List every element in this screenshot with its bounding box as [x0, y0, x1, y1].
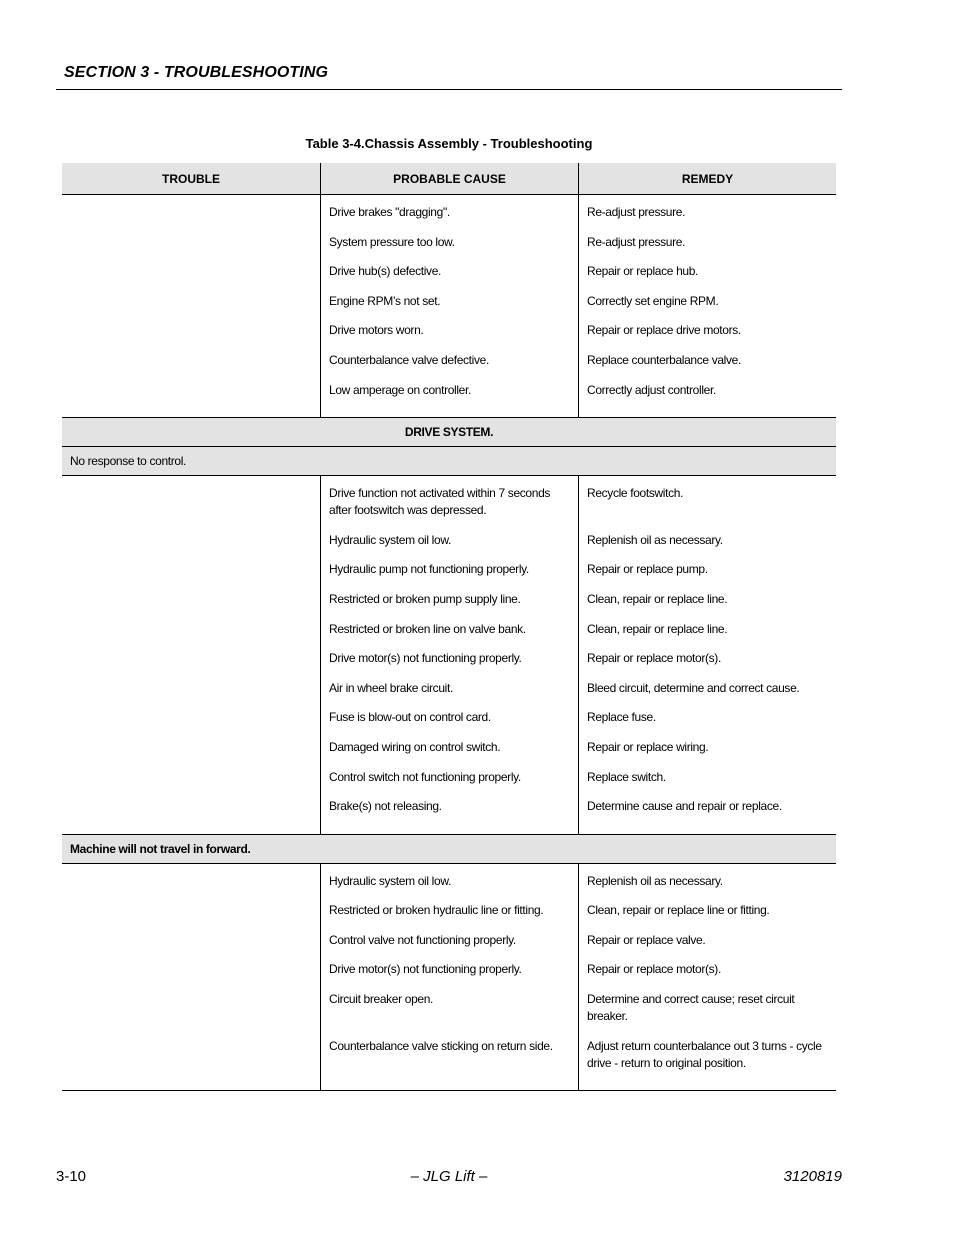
remedy-cell: Replenish oil as necessary. — [587, 873, 723, 888]
cause-cell: Circuit breaker open. — [329, 992, 434, 1007]
remedy-cell: Repair or replace valve. — [587, 932, 706, 947]
remedy-cell: Re-adjust pressure. — [587, 234, 686, 249]
remedy-cell: Recycle footswitch. — [587, 486, 684, 501]
document-number: 3120819 — [783, 1168, 842, 1185]
remedy-cell: Correctly adjust controller. — [587, 382, 716, 397]
column-header-remedy: REMEDY — [578, 163, 836, 194]
cause-cell: Low amperage on controller. — [329, 382, 471, 397]
remedy-cell: Replace switch. — [587, 769, 666, 784]
trouble-cell — [62, 476, 320, 834]
trouble-band-no-forward-travel: Machine will not travel in forward. — [62, 835, 836, 864]
cause-cell: Restricted or broken pump supply line. — [329, 591, 521, 606]
cause-cell: Hydraulic pump not functioning properly. — [329, 562, 529, 577]
remedy-cell: Determine and correct cause; reset circuit breaker. — [587, 992, 795, 1024]
remedy-cell: Replenish oil as necessary. — [587, 532, 723, 547]
cause-column — [320, 195, 578, 417]
remedy-cell: Clean, repair or replace line. — [587, 591, 728, 606]
remedy-cell: Re-adjust pressure. — [587, 205, 686, 219]
cause-cell: Hydraulic system oil low. — [329, 873, 451, 888]
column-header-probable-cause: PROBABLE CAUSE — [320, 163, 578, 194]
page-number: 3-10 — [56, 1168, 87, 1185]
cause-column — [320, 864, 578, 1091]
remedy-cell: Replace counterbalance valve. — [587, 352, 741, 367]
remedy-cell: Repair or replace wiring. — [587, 739, 709, 754]
cause-cell: Control valve not functioning properly. — [329, 932, 516, 947]
cause-cell: Counterbalance valve defective. — [329, 352, 489, 367]
cause-column — [320, 476, 578, 834]
section-band-drive-system: DRIVE SYSTEM. — [62, 418, 836, 447]
remedy-cell: Clean, repair or replace line. — [587, 621, 728, 636]
cause-cell: Brake(s) not releasing. — [329, 799, 442, 814]
remedy-cell: Repair or replace drive motors. — [587, 323, 741, 338]
remedy-cell: Correctly set engine RPM. — [587, 293, 719, 308]
trouble-cell — [62, 864, 320, 1091]
table-header-row — [62, 163, 836, 195]
footer-brand: – JLG Lift – — [410, 1168, 488, 1185]
cause-cell: Drive motor(s) not functioning properly. — [329, 651, 522, 666]
remedy-cell: Adjust return counterbalance out 3 turns - cycle drive - return to original position. — [587, 1038, 822, 1070]
trouble-cell — [62, 195, 320, 417]
remedy-cell: Repair or replace hub. — [587, 264, 699, 279]
remedy-cell: Repair or replace pump. — [587, 562, 708, 577]
table-group-2 — [62, 476, 836, 835]
cause-cell: Damaged wiring on control switch. — [329, 739, 501, 754]
cause-cell: Fuse is blow-out on control card. — [329, 710, 491, 725]
remedy-column — [578, 476, 836, 834]
remedy-column — [578, 864, 836, 1091]
cause-cell: Drive motor(s) not functioning properly. — [329, 962, 522, 977]
cause-cell: Hydraulic system oil low. — [329, 532, 451, 547]
cause-cell: System pressure too low. — [329, 234, 455, 249]
cause-cell: Control switch not functioning properly. — [329, 769, 521, 784]
remedy-cell: Determine cause and repair or replace. — [587, 799, 782, 814]
remedy-cell: Repair or replace motor(s). — [587, 651, 721, 666]
cause-cell: Restricted or broken hydraulic line or fitting. — [329, 903, 544, 918]
troubleshooting-table — [62, 163, 836, 1091]
remedy-column — [578, 195, 836, 417]
column-header-trouble: TROUBLE — [162, 171, 220, 186]
remedy-cell: Clean, repair or replace line or fitting. — [587, 903, 770, 918]
cause-cell: Restricted or broken line on valve bank. — [329, 621, 526, 636]
table-group-3 — [62, 864, 836, 1092]
cause-cell: Drive motors worn. — [329, 323, 424, 338]
trouble-band-no-response: No response to control. — [62, 447, 836, 476]
cause-cell: Counterbalance valve sticking on return side. — [329, 1038, 553, 1053]
header-rule — [56, 89, 842, 90]
table-group-1 — [62, 195, 836, 418]
cause-cell: Engine RPM’s not set. — [329, 293, 441, 308]
section-title: SECTION 3 - TROUBLESHOOTING — [64, 64, 329, 81]
cause-cell: Drive function not activated within 7 seconds after footswitch was depressed. — [329, 486, 551, 518]
remedy-cell: Repair or replace motor(s). — [587, 962, 721, 977]
cause-cell: Drive brakes "dragging". — [329, 205, 450, 219]
remedy-cell: Replace fuse. — [587, 710, 656, 725]
table-title: Table 3-4.Chassis Assembly - Troubleshooting — [305, 136, 593, 151]
cause-cell: Drive hub(s) defective. — [329, 264, 441, 279]
remedy-cell: Bleed circuit, determine and correct cause. — [587, 680, 800, 695]
cause-cell: Air in wheel brake circuit. — [329, 680, 453, 695]
